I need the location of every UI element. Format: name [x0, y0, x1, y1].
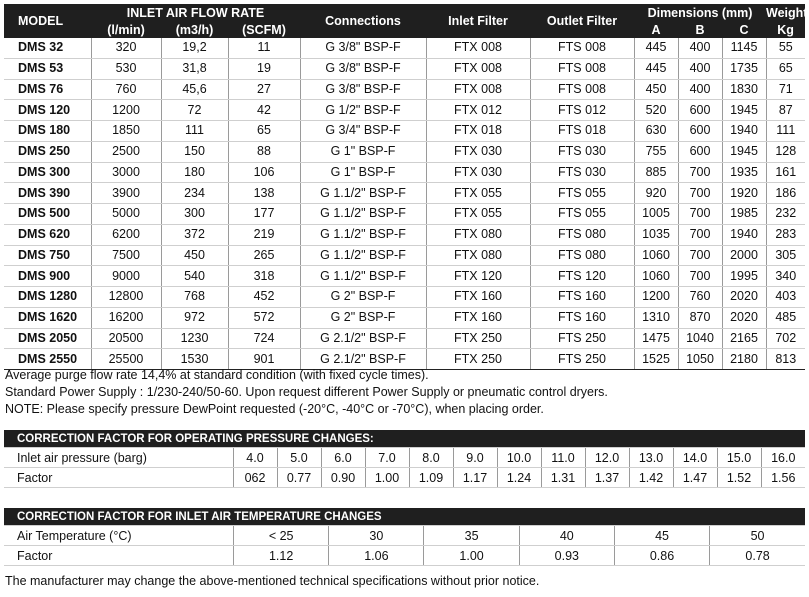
note-dewpoint: NOTE: Please specify pressure DewPoint requested (-20°C, -40°C or -70°C), when placing order. — [5, 402, 544, 416]
table-row — [4, 100, 805, 121]
temperature-row — [4, 526, 805, 546]
cell-dim-c: 1945 — [722, 100, 766, 121]
pressure-factor-value: 1.42 — [629, 468, 673, 488]
pressure-value: 8.0 — [409, 448, 453, 468]
table-row — [4, 79, 805, 100]
pressure-factor-value: 0.90 — [321, 468, 365, 488]
cell-flow-lmin: 16200 — [91, 307, 161, 328]
cell-weight: 813 — [766, 349, 805, 370]
table-row — [4, 328, 805, 349]
cell-flow-m3h: 768 — [161, 287, 228, 308]
cell-model: DMS 2050 — [4, 328, 91, 349]
cell-flow-lmin: 20500 — [91, 328, 161, 349]
cell-outlet-filter: FTS 120 — [530, 266, 634, 287]
cell-flow-lmin: 12800 — [91, 287, 161, 308]
cell-inlet-filter: FTX 030 — [426, 141, 530, 162]
temperature-factor-label: Factor — [4, 546, 234, 566]
cell-outlet-filter: FTS 250 — [530, 349, 634, 370]
table-row — [4, 183, 805, 204]
cell-inlet-filter: FTX 008 — [426, 58, 530, 79]
col-inlet-filter: Inlet Filter — [426, 4, 530, 38]
cell-weight: 87 — [766, 100, 805, 121]
cell-dim-b: 600 — [678, 100, 722, 121]
cell-outlet-filter: FTS 030 — [530, 141, 634, 162]
cell-dim-c: 1920 — [722, 183, 766, 204]
pressure-value: 7.0 — [365, 448, 409, 468]
cell-dim-b: 700 — [678, 162, 722, 183]
cell-flow-scfm: 901 — [228, 349, 300, 370]
cell-inlet-filter: FTX 008 — [426, 38, 530, 58]
temperature-factor-value: 1.12 — [234, 546, 329, 566]
pressure-factor-value: 1.00 — [365, 468, 409, 488]
pressure-factor-value: 1.31 — [541, 468, 585, 488]
temperature-value: 50 — [710, 526, 805, 546]
table-row — [4, 121, 805, 142]
pressure-value: 4.0 — [233, 448, 277, 468]
cell-model: DMS 2550 — [4, 349, 91, 370]
cell-dim-b: 1050 — [678, 349, 722, 370]
cell-outlet-filter: FTS 030 — [530, 162, 634, 183]
cell-weight: 111 — [766, 121, 805, 142]
cell-weight: 485 — [766, 307, 805, 328]
cell-flow-scfm: 318 — [228, 266, 300, 287]
cell-flow-lmin: 9000 — [91, 266, 161, 287]
cell-dim-c: 2020 — [722, 307, 766, 328]
cell-dim-a: 450 — [634, 79, 678, 100]
cell-dim-c: 1735 — [722, 58, 766, 79]
note-power: Standard Power Supply : 1/230-240/50-60. Upon request different Power Supply or pneumatic control dryers. — [5, 385, 608, 399]
cell-model: DMS 32 — [4, 38, 91, 58]
pressure-correction-title: CORRECTION FACTOR FOR OPERATING PRESSURE CHANGES: — [4, 430, 805, 448]
cell-connection: G 1.1/2" BSP-F — [300, 224, 426, 245]
cell-flow-lmin: 25500 — [91, 349, 161, 370]
cell-dim-c: 1940 — [722, 121, 766, 142]
cell-connection: G 1" BSP-F — [300, 162, 426, 183]
cell-model: DMS 250 — [4, 141, 91, 162]
cell-outlet-filter: FTS 008 — [530, 38, 634, 58]
temperature-value: 40 — [519, 526, 614, 546]
cell-inlet-filter: FTX 008 — [426, 79, 530, 100]
cell-connection: G 3/4" BSP-F — [300, 121, 426, 142]
table-row — [4, 307, 805, 328]
cell-inlet-filter: FTX 080 — [426, 224, 530, 245]
temperature-value: 30 — [329, 526, 424, 546]
col-connections: Connections — [300, 4, 426, 38]
cell-dim-a: 755 — [634, 141, 678, 162]
cell-flow-m3h: 300 — [161, 204, 228, 225]
cell-model: DMS 900 — [4, 266, 91, 287]
cell-dim-b: 700 — [678, 245, 722, 266]
table-row — [4, 287, 805, 308]
cell-dim-a: 1475 — [634, 328, 678, 349]
cell-outlet-filter: FTS 250 — [530, 328, 634, 349]
cell-dim-c: 1935 — [722, 162, 766, 183]
cell-model: DMS 390 — [4, 183, 91, 204]
cell-dim-a: 885 — [634, 162, 678, 183]
cell-model: DMS 620 — [4, 224, 91, 245]
col-flow-group: INLET AIR FLOW RATE — [91, 4, 300, 21]
cell-flow-scfm: 88 — [228, 141, 300, 162]
cell-dim-b: 400 — [678, 58, 722, 79]
cell-dim-c: 1985 — [722, 204, 766, 225]
cell-dim-c: 1940 — [722, 224, 766, 245]
pressure-row — [4, 448, 805, 468]
table-row — [4, 245, 805, 266]
cell-flow-lmin: 3900 — [91, 183, 161, 204]
cell-flow-m3h: 1530 — [161, 349, 228, 370]
cell-flow-scfm: 219 — [228, 224, 300, 245]
dryer-spec-table — [4, 4, 808, 370]
cell-model: DMS 300 — [4, 162, 91, 183]
pressure-correction-table — [4, 430, 805, 488]
cell-outlet-filter: FTS 018 — [530, 121, 634, 142]
cell-inlet-filter: FTX 080 — [426, 245, 530, 266]
cell-flow-lmin: 3000 — [91, 162, 161, 183]
cell-flow-m3h: 1230 — [161, 328, 228, 349]
cell-dim-a: 1200 — [634, 287, 678, 308]
cell-flow-lmin: 5000 — [91, 204, 161, 225]
cell-flow-m3h: 180 — [161, 162, 228, 183]
cell-dim-c: 2020 — [722, 287, 766, 308]
cell-connection: G 3/8" BSP-F — [300, 38, 426, 58]
cell-flow-m3h: 234 — [161, 183, 228, 204]
cell-outlet-filter: FTS 080 — [530, 224, 634, 245]
col-weight: Weight — [766, 5, 808, 20]
table-row — [4, 162, 805, 183]
cell-dim-a: 1525 — [634, 349, 678, 370]
cell-flow-m3h: 972 — [161, 307, 228, 328]
cell-outlet-filter: FTS 080 — [530, 245, 634, 266]
cell-connection: G 2" BSP-F — [300, 287, 426, 308]
cell-flow-lmin: 760 — [91, 79, 161, 100]
cell-weight: 128 — [766, 141, 805, 162]
cell-flow-m3h: 150 — [161, 141, 228, 162]
cell-connection: G 2.1/2" BSP-F — [300, 328, 426, 349]
pressure-value: 12.0 — [585, 448, 629, 468]
pressure-factor-value: 1.17 — [453, 468, 497, 488]
cell-inlet-filter: FTX 160 — [426, 307, 530, 328]
cell-outlet-filter: FTS 160 — [530, 307, 634, 328]
col-flow-scfm: (SCFM) — [228, 21, 300, 38]
temperature-correction-title: CORRECTION FACTOR FOR INLET AIR TEMPERATURE CHANGES — [4, 508, 805, 526]
cell-flow-scfm: 138 — [228, 183, 300, 204]
col-model: MODEL — [4, 4, 91, 38]
cell-dim-c: 1145 — [722, 38, 766, 58]
header-row-1 — [4, 4, 805, 21]
cell-outlet-filter: FTS 012 — [530, 100, 634, 121]
pressure-factor-row — [4, 468, 805, 488]
temperature-value: 35 — [424, 526, 519, 546]
cell-connection: G 1" BSP-F — [300, 141, 426, 162]
pressure-factor-value: 1.56 — [761, 468, 805, 488]
cell-weight: 161 — [766, 162, 805, 183]
table-row — [4, 266, 805, 287]
cell-dim-b: 400 — [678, 38, 722, 58]
cell-dim-c: 2180 — [722, 349, 766, 370]
cell-dim-b: 700 — [678, 183, 722, 204]
cell-flow-scfm: 724 — [228, 328, 300, 349]
cell-dim-c: 2165 — [722, 328, 766, 349]
cell-dim-c: 1945 — [722, 141, 766, 162]
pressure-row-label: Inlet air pressure (barg) — [4, 448, 233, 468]
pressure-factor-value: 1.37 — [585, 468, 629, 488]
pressure-value: 9.0 — [453, 448, 497, 468]
cell-dim-b: 700 — [678, 224, 722, 245]
cell-flow-scfm: 19 — [228, 58, 300, 79]
cell-inlet-filter: FTX 018 — [426, 121, 530, 142]
cell-connection: G 3/8" BSP-F — [300, 79, 426, 100]
cell-weight: 55 — [766, 38, 805, 58]
cell-flow-scfm: 106 — [228, 162, 300, 183]
cell-flow-lmin: 320 — [91, 38, 161, 58]
cell-outlet-filter: FTS 008 — [530, 79, 634, 100]
cell-flow-m3h: 31,8 — [161, 58, 228, 79]
cell-weight: 186 — [766, 183, 805, 204]
cell-dim-a: 445 — [634, 38, 678, 58]
cell-dim-a: 1060 — [634, 266, 678, 287]
cell-flow-m3h: 372 — [161, 224, 228, 245]
temperature-factor-row — [4, 546, 805, 566]
table-row — [4, 224, 805, 245]
pressure-value: 5.0 — [277, 448, 321, 468]
cell-flow-scfm: 177 — [228, 204, 300, 225]
pressure-value: 10.0 — [497, 448, 541, 468]
cell-outlet-filter: FTS 055 — [530, 183, 634, 204]
pressure-factor-value: 1.24 — [497, 468, 541, 488]
cell-flow-lmin: 2500 — [91, 141, 161, 162]
temperature-value: < 25 — [234, 526, 329, 546]
cell-outlet-filter: FTS 160 — [530, 287, 634, 308]
cell-dim-a: 920 — [634, 183, 678, 204]
cell-dim-c: 1830 — [722, 79, 766, 100]
temperature-value: 45 — [614, 526, 709, 546]
pressure-factor-value: 1.09 — [409, 468, 453, 488]
table-row — [4, 204, 805, 225]
cell-connection: G 1.1/2" BSP-F — [300, 204, 426, 225]
cell-weight: 71 — [766, 79, 805, 100]
col-flow-m3h: (m3/h) — [161, 21, 228, 38]
notes — [5, 367, 608, 418]
cell-weight: 702 — [766, 328, 805, 349]
cell-dim-a: 445 — [634, 58, 678, 79]
temperature-factor-value: 1.06 — [329, 546, 424, 566]
cell-inlet-filter: FTX 160 — [426, 287, 530, 308]
footer-disclaimer: The manufacturer may change the above-mentioned technical specifications without prior notice. — [5, 574, 540, 588]
col-dims-group: Dimensions (mm) — [634, 4, 766, 21]
spec-table-body — [4, 38, 805, 370]
cell-connection: G 1.1/2" BSP-F — [300, 266, 426, 287]
cell-flow-scfm: 42 — [228, 100, 300, 121]
col-dim-b: B — [678, 21, 722, 38]
col-flow-lmin: (l/min) — [91, 21, 161, 38]
cell-model: DMS 120 — [4, 100, 91, 121]
pressure-factor-label: Factor — [4, 468, 233, 488]
temperature-factor-value: 1.00 — [424, 546, 519, 566]
col-outlet-filter: Outlet Filter — [530, 4, 634, 38]
cell-connection: G 3/8" BSP-F — [300, 58, 426, 79]
cell-model: DMS 53 — [4, 58, 91, 79]
cell-inlet-filter: FTX 055 — [426, 204, 530, 225]
cell-inlet-filter: FTX 012 — [426, 100, 530, 121]
cell-flow-lmin: 7500 — [91, 245, 161, 266]
cell-weight: 403 — [766, 287, 805, 308]
cell-model: DMS 500 — [4, 204, 91, 225]
cell-dim-c: 2000 — [722, 245, 766, 266]
cell-dim-b: 700 — [678, 204, 722, 225]
cell-connection: G 2" BSP-F — [300, 307, 426, 328]
cell-weight: 65 — [766, 58, 805, 79]
cell-dim-b: 760 — [678, 287, 722, 308]
cell-model: DMS 180 — [4, 121, 91, 142]
cell-flow-lmin: 1200 — [91, 100, 161, 121]
pressure-factor-value: 1.52 — [717, 468, 761, 488]
pressure-factor-value: 0.77 — [277, 468, 321, 488]
cell-dim-b: 600 — [678, 121, 722, 142]
cell-inlet-filter: FTX 120 — [426, 266, 530, 287]
cell-model: DMS 750 — [4, 245, 91, 266]
cell-flow-m3h: 540 — [161, 266, 228, 287]
cell-inlet-filter: FTX 030 — [426, 162, 530, 183]
cell-dim-a: 1310 — [634, 307, 678, 328]
cell-flow-m3h: 450 — [161, 245, 228, 266]
pressure-value: 16.0 — [761, 448, 805, 468]
col-dim-a: A — [634, 21, 678, 38]
cell-model: DMS 1280 — [4, 287, 91, 308]
cell-weight: 232 — [766, 204, 805, 225]
cell-dim-c: 1995 — [722, 266, 766, 287]
cell-dim-b: 400 — [678, 79, 722, 100]
cell-outlet-filter: FTS 008 — [530, 58, 634, 79]
cell-dim-b: 1040 — [678, 328, 722, 349]
cell-flow-lmin: 1850 — [91, 121, 161, 142]
cell-flow-m3h: 72 — [161, 100, 228, 121]
pressure-value: 11.0 — [541, 448, 585, 468]
cell-weight: 340 — [766, 266, 805, 287]
cell-inlet-filter: FTX 250 — [426, 349, 530, 370]
cell-dim-a: 520 — [634, 100, 678, 121]
cell-flow-m3h: 19,2 — [161, 38, 228, 58]
temperature-correction-table — [4, 508, 805, 566]
cell-flow-lmin: 530 — [91, 58, 161, 79]
cell-dim-a: 630 — [634, 121, 678, 142]
cell-outlet-filter: FTS 055 — [530, 204, 634, 225]
temperature-factor-value: 0.93 — [519, 546, 614, 566]
pressure-value: 13.0 — [629, 448, 673, 468]
cell-dim-a: 1060 — [634, 245, 678, 266]
cell-connection: G 1.1/2" BSP-F — [300, 245, 426, 266]
cell-flow-lmin: 6200 — [91, 224, 161, 245]
pressure-value: 15.0 — [717, 448, 761, 468]
cell-flow-scfm: 265 — [228, 245, 300, 266]
table-row — [4, 38, 805, 58]
cell-dim-b: 600 — [678, 141, 722, 162]
col-dim-c: C — [722, 21, 766, 38]
pressure-value: 14.0 — [673, 448, 717, 468]
pressure-factor-value: 1.47 — [673, 468, 717, 488]
pressure-value: 6.0 — [321, 448, 365, 468]
table-row — [4, 58, 805, 79]
temperature-factor-value: 0.78 — [710, 546, 805, 566]
temperature-factor-value: 0.86 — [614, 546, 709, 566]
cell-inlet-filter: FTX 055 — [426, 183, 530, 204]
cell-dim-b: 700 — [678, 266, 722, 287]
cell-flow-scfm: 452 — [228, 287, 300, 308]
cell-model: DMS 76 — [4, 79, 91, 100]
temperature-row-label: Air Temperature (°C) — [4, 526, 234, 546]
cell-dim-a: 1035 — [634, 224, 678, 245]
cell-flow-scfm: 11 — [228, 38, 300, 58]
cell-inlet-filter: FTX 250 — [426, 328, 530, 349]
table-row — [4, 141, 805, 162]
cell-weight: 305 — [766, 245, 805, 266]
cell-dim-a: 1005 — [634, 204, 678, 225]
cell-connection: G 2.1/2" BSP-F — [300, 349, 426, 370]
cell-flow-m3h: 45,6 — [161, 79, 228, 100]
cell-flow-m3h: 111 — [161, 121, 228, 142]
pressure-factor-value: 062 — [233, 468, 277, 488]
cell-flow-scfm: 27 — [228, 79, 300, 100]
cell-flow-scfm: 65 — [228, 121, 300, 142]
cell-connection: G 1.1/2" BSP-F — [300, 183, 426, 204]
cell-model: DMS 1620 — [4, 307, 91, 328]
cell-dim-b: 870 — [678, 307, 722, 328]
col-weight-unit: Kg — [766, 21, 805, 38]
cell-flow-scfm: 572 — [228, 307, 300, 328]
note-purge: Average purge flow rate 14,4% at standard condition (with fixed cycle times). — [5, 368, 429, 382]
cell-weight: 283 — [766, 224, 805, 245]
cell-connection: G 1/2" BSP-F — [300, 100, 426, 121]
